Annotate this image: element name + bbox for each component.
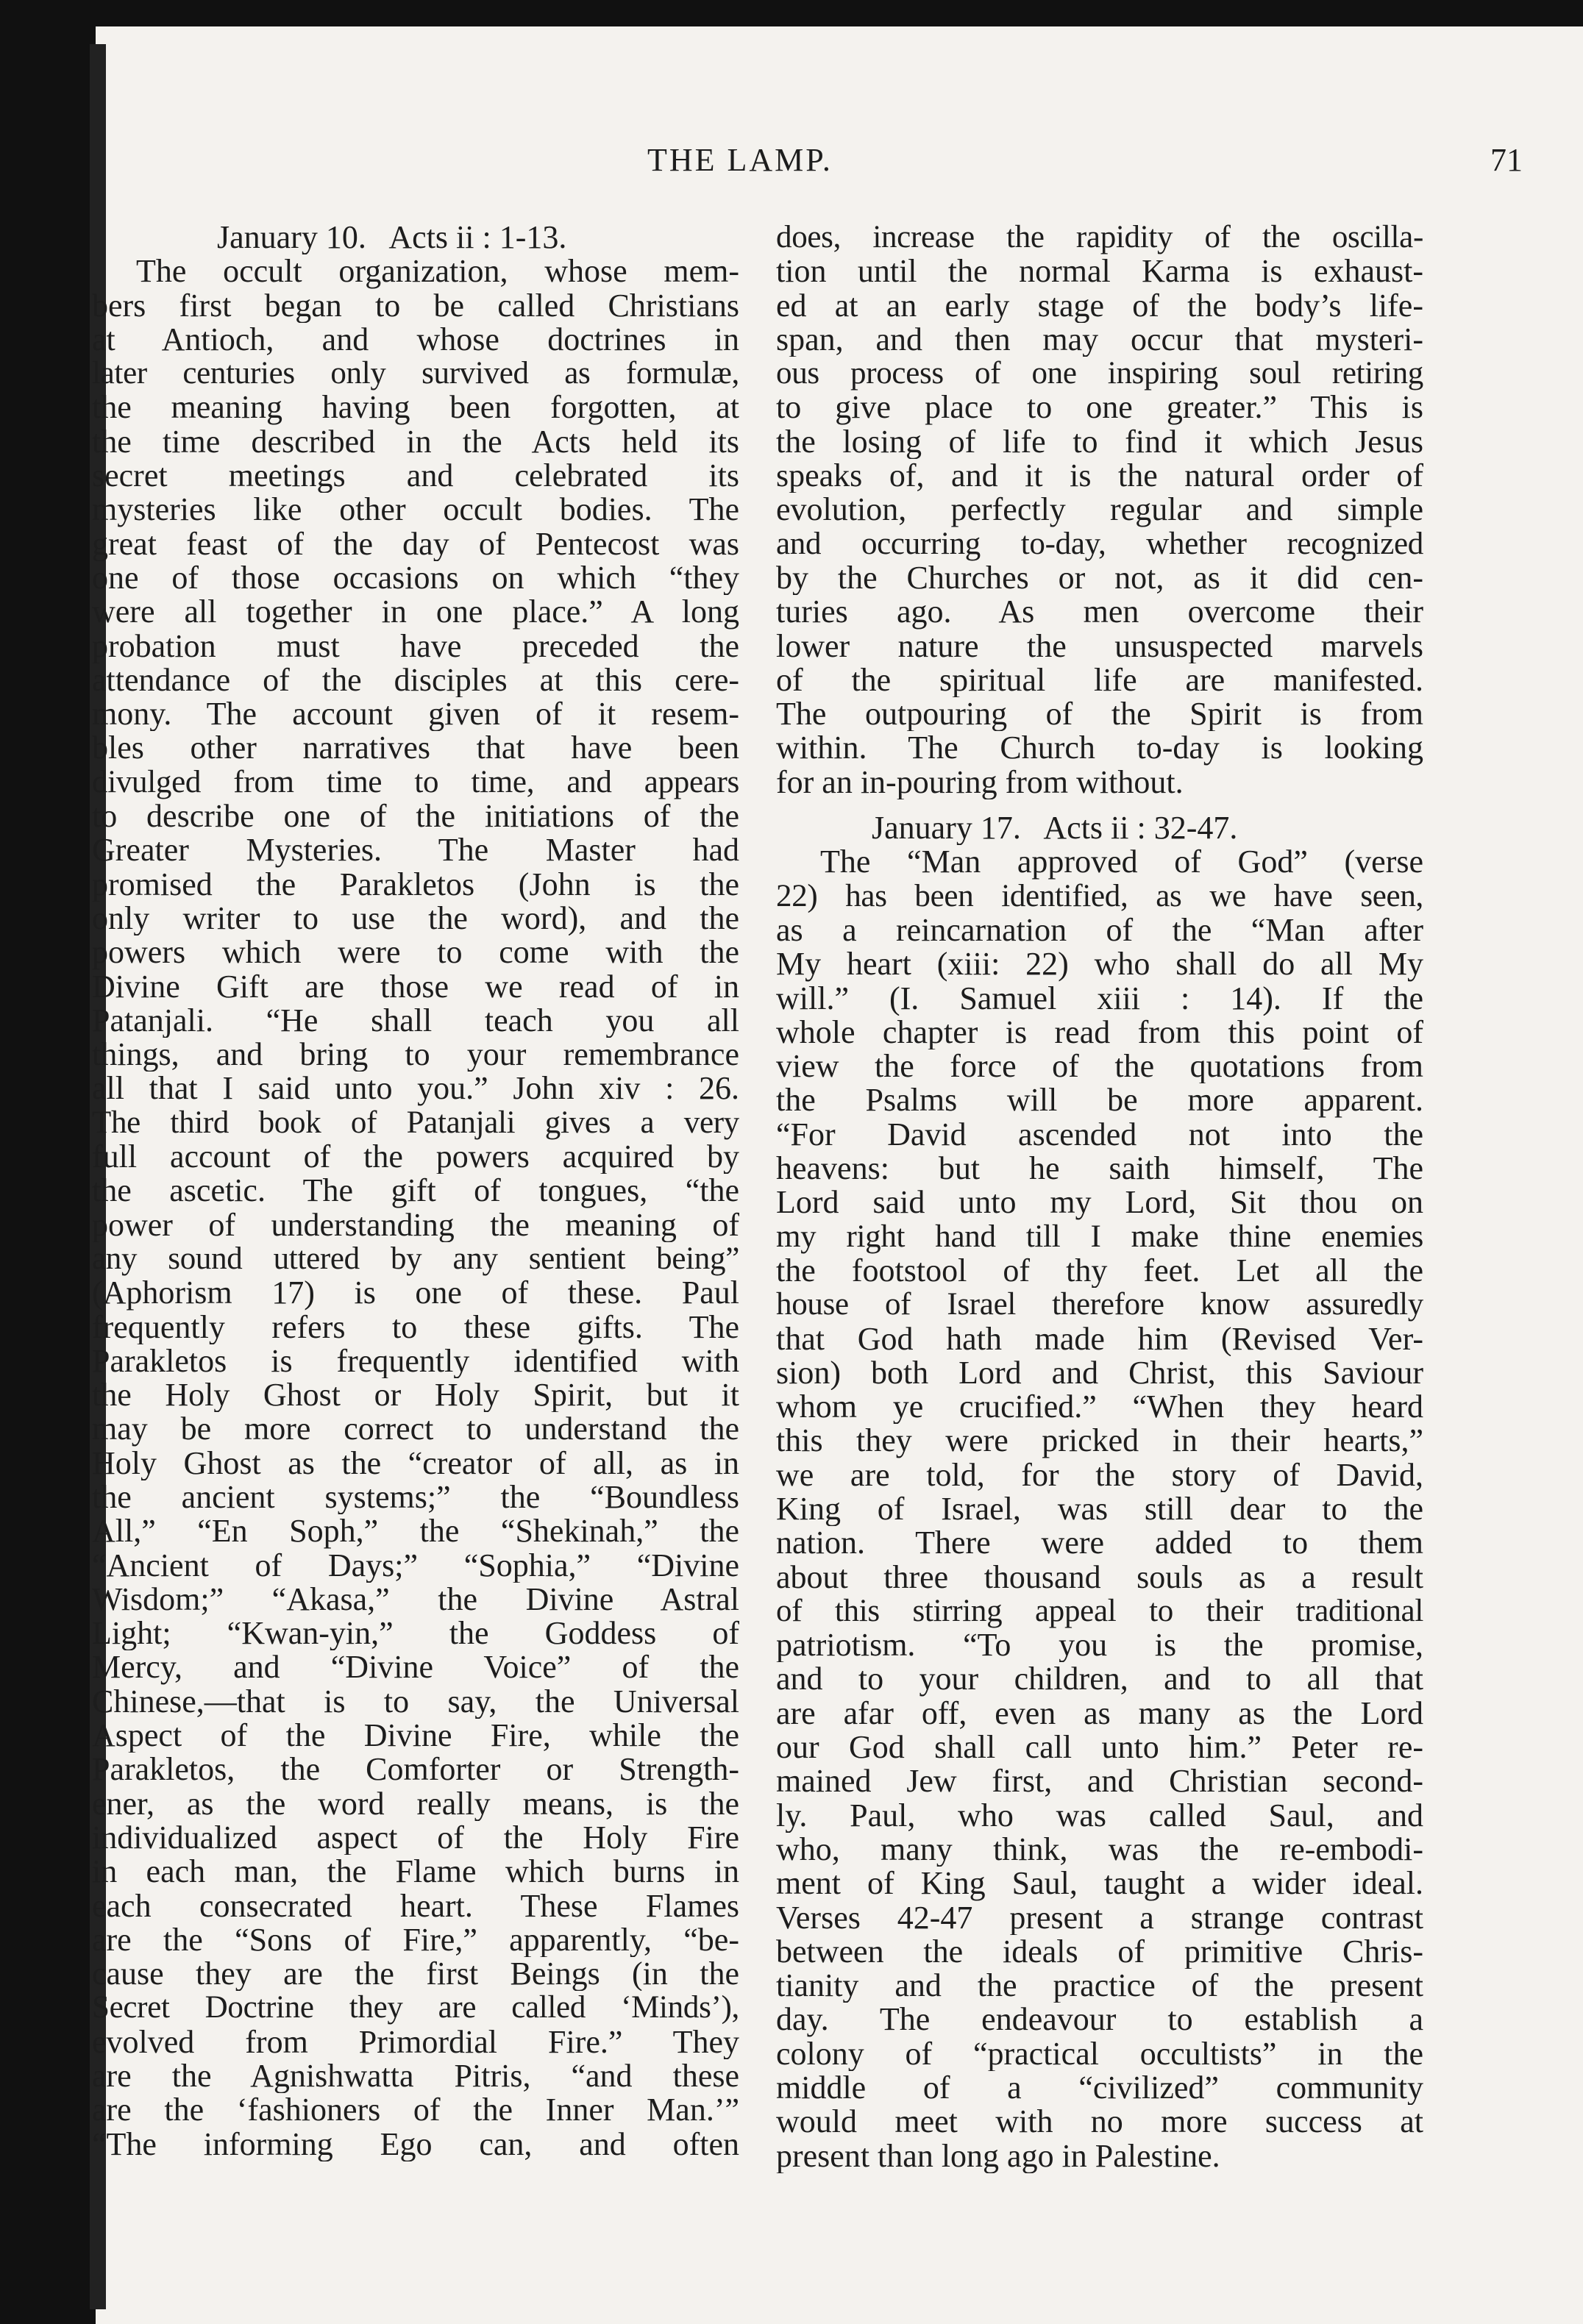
text-line: Verses 42-47 present a strange contrast bbox=[776, 1900, 1423, 1935]
text-line: day. The endeavour to establish a bbox=[776, 2003, 1423, 2037]
text-line: each consecrated heart. These Flames bbox=[92, 1889, 739, 1923]
text-line: present than long ago in Palestine. bbox=[776, 2139, 1220, 2173]
text-line: colony of “practical occultists” in the bbox=[776, 2036, 1423, 2072]
text-line: span, and then may occur that mysteri- bbox=[776, 322, 1423, 357]
text-line: My heart (xiii: 22) who shall do all My bbox=[776, 947, 1423, 982]
text-line: “For David ascended not into the bbox=[776, 1117, 1423, 1152]
text-line: are the ‘fashioners of the Inner Man.’” bbox=[92, 2093, 739, 2128]
text-line: tianity and the practice of the present bbox=[776, 1969, 1423, 2003]
text-line: the Psalms will be more apparent. bbox=[776, 1083, 1423, 1118]
text-line: this they were pricked in their hearts,” bbox=[776, 1424, 1423, 1458]
text-line: secret meetings and celebrated its bbox=[92, 459, 739, 493]
text-line: the footstool of thy feet. Let all the bbox=[776, 1253, 1423, 1288]
text-line: speaks of, and it is the natural order of bbox=[776, 459, 1423, 493]
text-line: Chinese,—that is to say, the Universal bbox=[92, 1684, 739, 1719]
text-line: turies ago. As men overcome their bbox=[776, 595, 1423, 630]
text-line: that God hath made him (Revised Ver- bbox=[776, 1322, 1423, 1356]
text-line: bles other narratives that have been bbox=[92, 731, 739, 766]
text-line: attendance of the disciples at this cere- bbox=[92, 663, 739, 698]
text-line: any sound uttered by any sentient being” bbox=[92, 1241, 739, 1276]
text-line: Divine Gift are those we read of in bbox=[92, 969, 739, 1004]
scan-left-border bbox=[0, 0, 96, 2324]
text-line: sion) both Lord and Christ, this Saviour bbox=[776, 1355, 1423, 1391]
running-title: THE LAMP. bbox=[647, 142, 833, 178]
text-line: the losing of life to find it which Jesus bbox=[776, 424, 1423, 460]
text-line: we are told, for the story of David, bbox=[776, 1458, 1423, 1492]
page-number: 71 bbox=[1490, 142, 1523, 178]
text-line: and to your children, and to all that bbox=[776, 1662, 1423, 1697]
text-line: divulged from time to time, and appears bbox=[92, 765, 739, 799]
text-line: my right hand till I make thine enemies bbox=[776, 1219, 1423, 1254]
text-line: Parakletos, the Comforter or Strength- bbox=[92, 1753, 739, 1787]
text-line: will.” (I. Samuel xiii : 14). If the bbox=[776, 981, 1423, 1016]
text-line: at Antioch, and whose doctrines in bbox=[92, 322, 739, 357]
text-line: Mercy, and “Divine Voice” of the bbox=[92, 1650, 739, 1685]
text-line: view the force of the quotations from bbox=[776, 1049, 1423, 1084]
text-line: does, increase the rapidity of the oscilla- bbox=[776, 221, 1423, 254]
text-line: nation. There were added to them bbox=[776, 1526, 1423, 1561]
text-line: ment of King Saul, taught a wider ideal. bbox=[776, 1867, 1423, 1901]
text-line: were all together in one place.” A long bbox=[92, 595, 739, 630]
text-line: lower nature the unsuspected marvels bbox=[776, 629, 1423, 663]
text-line: would meet with no more success at bbox=[776, 2105, 1423, 2139]
text-line: Aspect of the Divine Fire, while the bbox=[92, 1719, 739, 1753]
text-line: tion until the normal Karma is exhaust- bbox=[776, 254, 1423, 289]
text-line: mained Jew first, and Christian second- bbox=[776, 1764, 1423, 1799]
text-line: ed at an early stage of the body’s life- bbox=[776, 288, 1423, 323]
text-line: who, many think, was the re-embodi- bbox=[776, 1832, 1423, 1867]
text-line: individualized aspect of the Holy Fire bbox=[92, 1820, 739, 1856]
text-line: whole chapter is read from this point of bbox=[776, 1015, 1423, 1050]
text-line: The outpouring of the Spirit is from bbox=[776, 697, 1423, 732]
text-line: are the “Sons of Fire,” apparently, “be- bbox=[92, 1922, 739, 1958]
text-line: mony. The account given of it resem- bbox=[92, 697, 739, 732]
text-line: (Aphorism 17) is one of these. Paul bbox=[92, 1276, 739, 1311]
text-line: Greater Mysteries. The Master had bbox=[92, 833, 739, 868]
text-line: of this stirring appeal to their traditional bbox=[776, 1594, 1423, 1628]
text-line: “Ancient of Days;” “Sophia,” “Divine bbox=[92, 1548, 739, 1583]
text-line: mysteries like other occult bodies. The bbox=[92, 493, 739, 527]
text-line: ly. Paul, who was called Saul, and bbox=[776, 1798, 1423, 1833]
text-line: Holy Ghost as the “creator of all, as in bbox=[92, 1446, 739, 1480]
text-line: promised the Parakletos (John is the bbox=[92, 867, 739, 902]
text-line: powers which were to come with the bbox=[92, 935, 739, 970]
text-line: patriotism. “To you is the promise, bbox=[776, 1628, 1423, 1663]
text-line: within. The Church to-day is looking bbox=[776, 731, 1423, 766]
text-line: frequently refers to these gifts. The bbox=[92, 1310, 739, 1344]
text-line: 22) has been identified, as we have seen, bbox=[776, 879, 1423, 913]
text-line: the ascetic. The gift of tongues, “the bbox=[92, 1174, 739, 1208]
text-line: probation must have preceded the bbox=[92, 629, 739, 663]
text-line: of the spiritual life are manifested. bbox=[776, 663, 1423, 698]
text-line: are the Agnishwatta Pitris, “and these bbox=[92, 2059, 739, 2094]
lesson-heading: January 10. Acts ii : 1-13. bbox=[217, 221, 567, 255]
text-line: for an in-pouring from without. bbox=[776, 765, 1184, 800]
text-line: by the Churches or not, as it did cen- bbox=[776, 560, 1423, 596]
text-line: in each man, the Flame which burns in bbox=[92, 1855, 739, 1889]
text-line: may be more correct to understand the bbox=[92, 1412, 739, 1447]
text-line: things, and bring to your remembrance bbox=[92, 1038, 739, 1072]
text-line: ous process of one inspiring soul retiring bbox=[776, 357, 1423, 391]
text-line: our God shall call unto him.” Peter re- bbox=[776, 1730, 1423, 1765]
right-column bbox=[776, 221, 1423, 2173]
text-line: Lord said unto my Lord, Sit thou on bbox=[776, 1186, 1423, 1220]
text-line: Secret Doctrine they are called ‘Minds’), bbox=[92, 1991, 739, 2025]
text-line: the time described in the Acts held its bbox=[92, 424, 739, 460]
text-line: about three thousand souls as a result bbox=[776, 1560, 1423, 1594]
text-line: great feast of the day of Pentecost was bbox=[92, 527, 739, 561]
text-line: the meaning having been forgotten, at bbox=[92, 391, 739, 425]
text-line: house of Israel therefore know assuredly bbox=[776, 1288, 1423, 1322]
text-line: All,” “En Soph,” the “Shekinah,” the bbox=[92, 1514, 739, 1549]
text-line: evolved from Primordial Fire.” They bbox=[92, 2025, 739, 2060]
text-line: one of those occasions on which “they bbox=[92, 560, 739, 596]
text-line: all that I said unto you.” John xiv : 26. bbox=[92, 1072, 739, 1106]
text-line: only writer to use the word), and the bbox=[92, 901, 739, 936]
text-line: ener, as the word really means, is the bbox=[92, 1786, 739, 1821]
text-line: full account of the powers acquired by bbox=[92, 1140, 739, 1175]
text-line: whom ye crucified.” “When they heard bbox=[776, 1390, 1423, 1425]
text-line: evolution, perfectly regular and simple bbox=[776, 493, 1423, 527]
left-column bbox=[92, 221, 739, 2161]
text-line: cause they are the first Beings (in the bbox=[92, 1957, 739, 1992]
text-line: between the ideals of primitive Chris- bbox=[776, 1934, 1423, 1970]
text-line: as a reincarnation of the “Man after bbox=[776, 913, 1423, 948]
text-line: The “Man approved of God” (verse bbox=[820, 845, 1423, 880]
text-line: “The informing Ego can, and often bbox=[92, 2127, 739, 2161]
text-line: bers first began to be called Christians bbox=[92, 288, 739, 323]
text-line: The third book of Patanjali gives a very bbox=[92, 1105, 739, 1140]
text-line: the Holy Ghost or Holy Spirit, but it bbox=[92, 1378, 739, 1413]
text-line: and occurring to-day, whether recognized bbox=[776, 527, 1423, 561]
text-line: heavens: but he saith himself, The bbox=[776, 1152, 1423, 1186]
text-line: Wisdom;” “Akasa,” the Divine Astral bbox=[92, 1582, 739, 1617]
text-line: King of Israel, was still dear to the bbox=[776, 1491, 1423, 1527]
text-line: Parakletos is frequently identified with bbox=[92, 1344, 739, 1379]
text-line: power of understanding the meaning of bbox=[92, 1208, 739, 1242]
scan-top-border bbox=[0, 0, 1583, 26]
lesson-heading: January 17. Acts ii : 32-47. bbox=[872, 811, 1238, 846]
text-line: middle of a “civilized” community bbox=[776, 2071, 1423, 2106]
text-line: are afar off, even as many as the Lord bbox=[776, 1696, 1423, 1731]
text-line: Patanjali. “He shall teach you all bbox=[92, 1003, 739, 1038]
text-line: The occult organization, whose mem- bbox=[136, 254, 739, 289]
text-line: to give place to one greater.” This is bbox=[776, 391, 1423, 425]
text-line: to describe one of the initiations of the bbox=[92, 799, 739, 834]
page-header bbox=[129, 141, 1523, 185]
text-line: later centuries only survived as formulæ, bbox=[92, 357, 739, 391]
text-line: the ancient systems;” the “Boundless bbox=[92, 1480, 739, 1515]
text-line: Light; “Kwan-yin,” the Goddess of bbox=[92, 1617, 739, 1651]
